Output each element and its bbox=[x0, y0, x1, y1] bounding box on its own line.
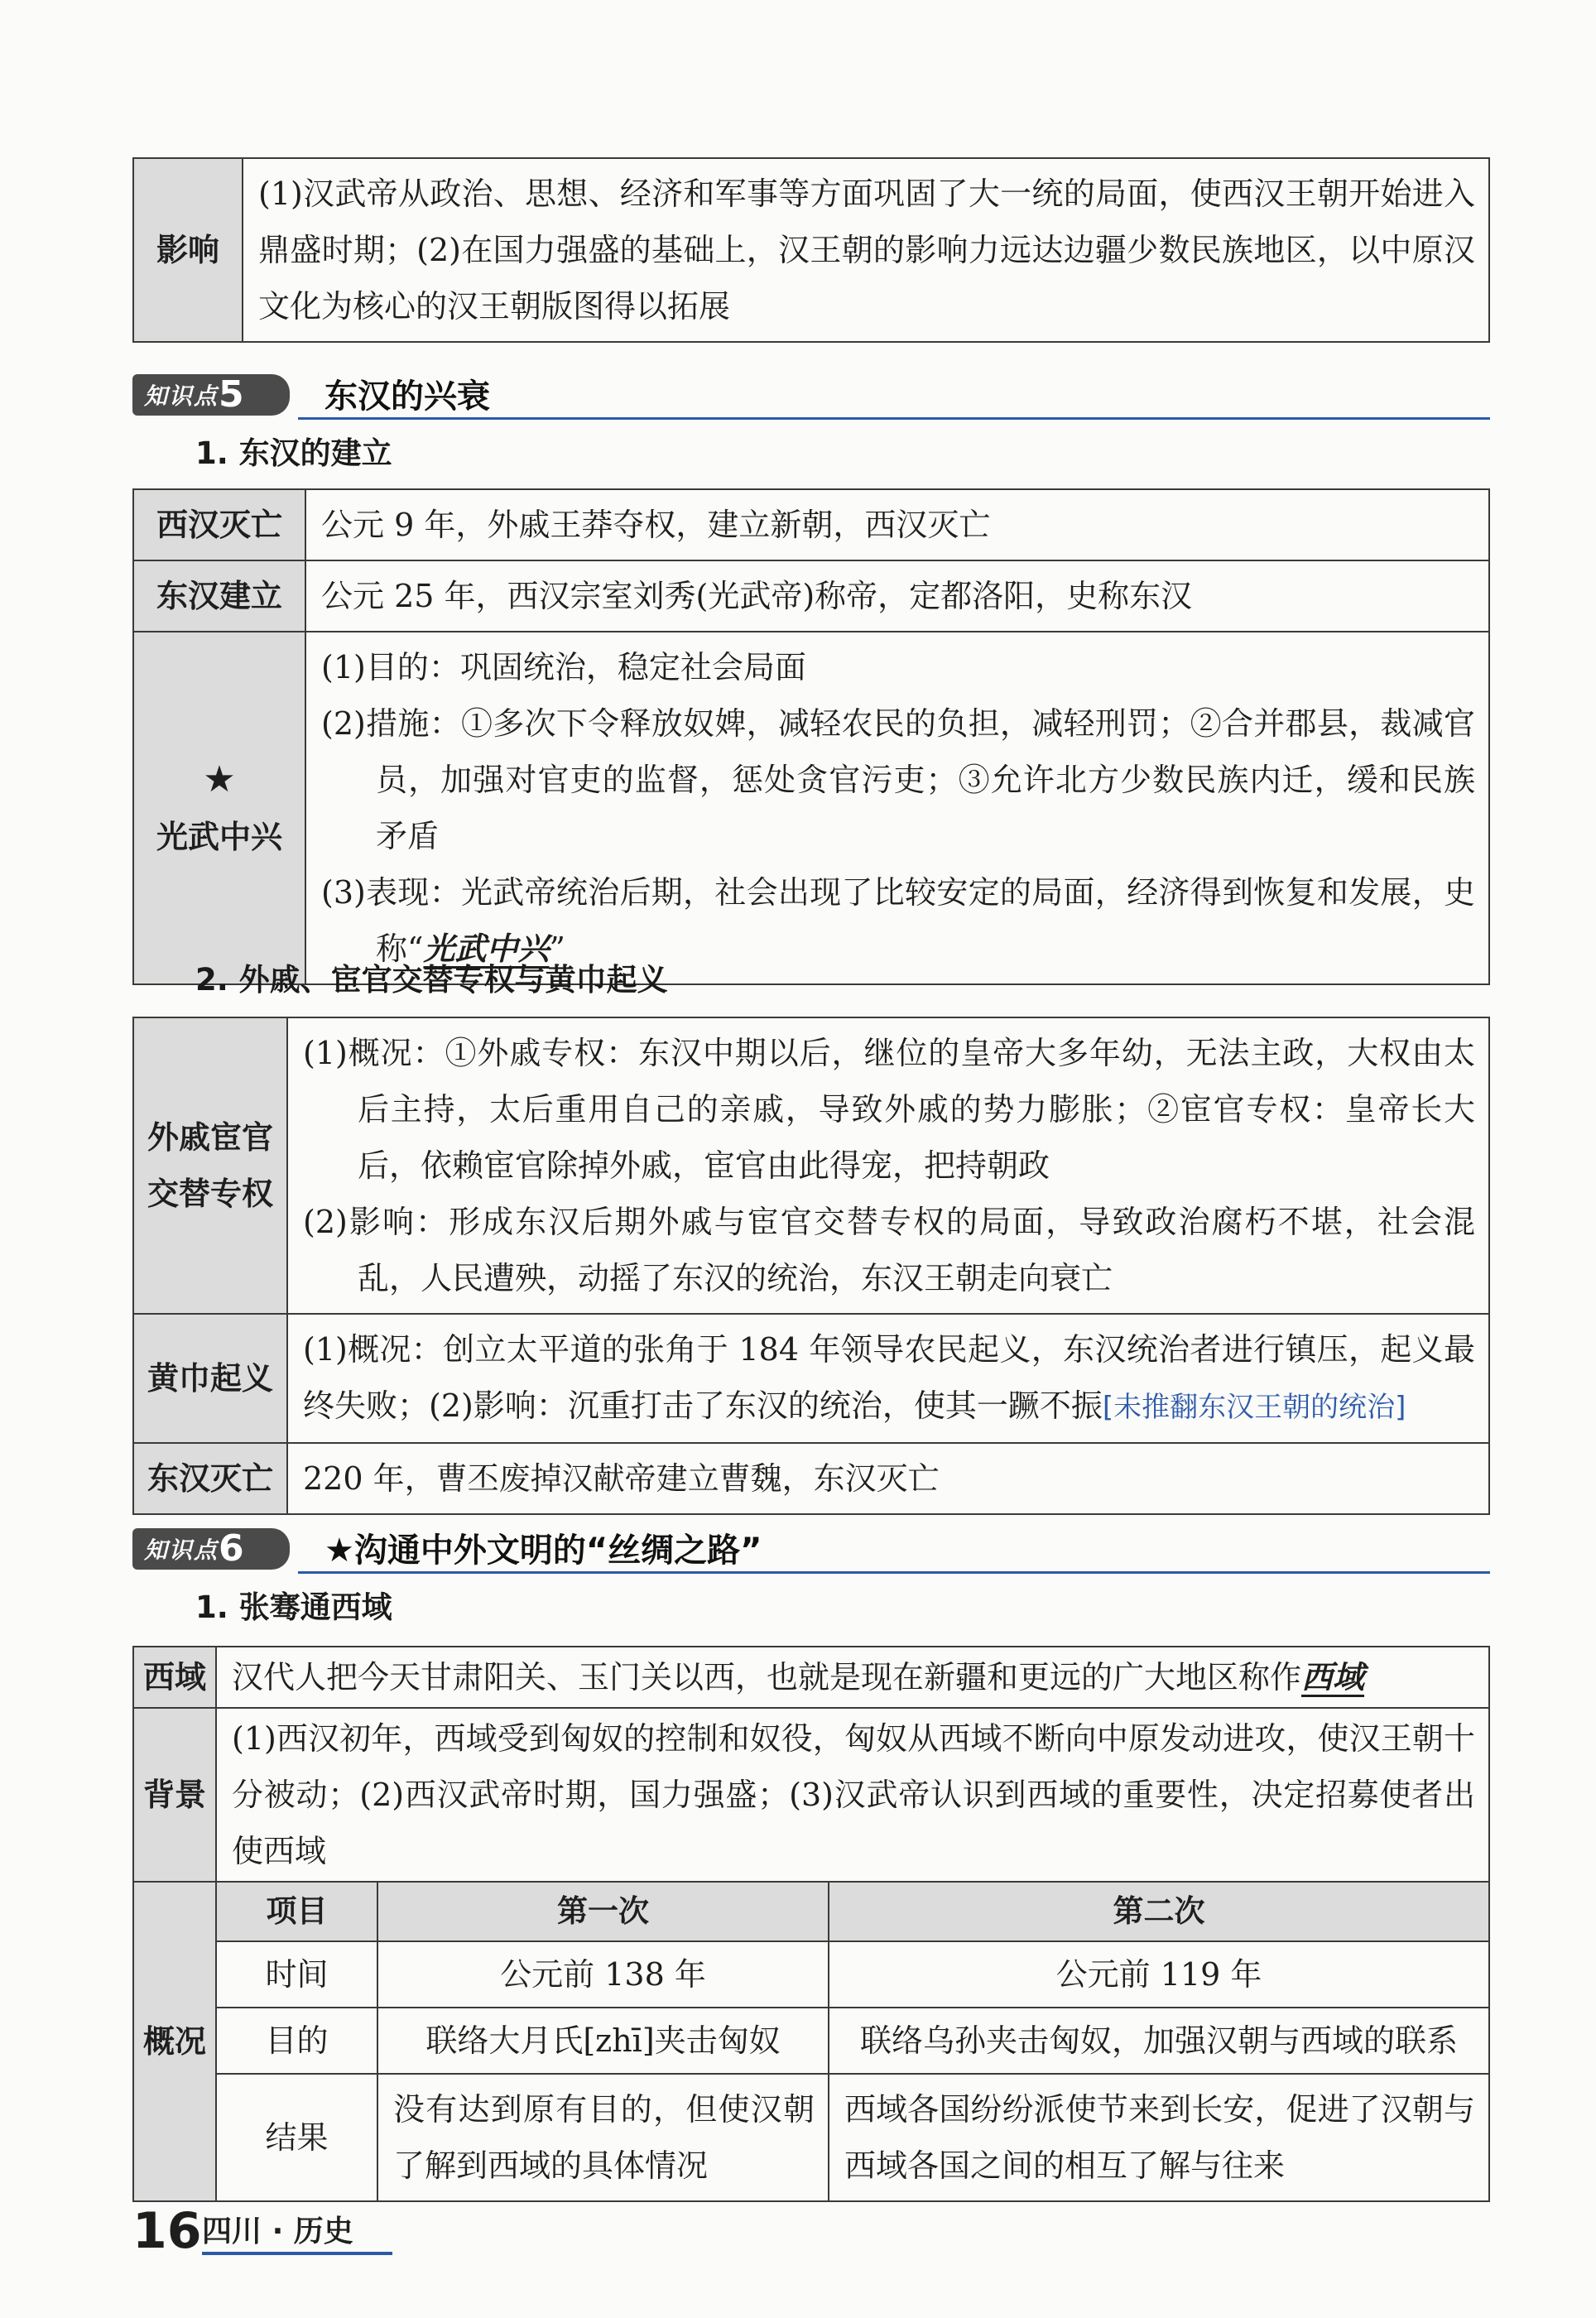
table-row bbox=[133, 632, 1489, 984]
subject: 历史 bbox=[293, 2215, 353, 2248]
huangjin-text: (1)概况：创立太平道的张角于 184 年领导农民起义，东汉统治者进行镇压，起义最终失败；(2)影响：沉重打击了东汉的统治，使其一蹶不振 bbox=[303, 1331, 1475, 1424]
background-label: 背景 bbox=[133, 1708, 216, 1882]
subheading-zhang-qian: 1. 张骞通西域 bbox=[195, 1589, 392, 1625]
column-header: 第一次 bbox=[377, 1883, 829, 1941]
xiyu-text: 汉代人把今天甘肃阳关、玉门关以西，也就是现在新疆和更远的广大地区称作 bbox=[232, 1659, 1302, 1695]
row-label-guangwu bbox=[133, 632, 305, 984]
east-han-founding-table bbox=[132, 488, 1490, 985]
title-underline bbox=[298, 417, 1490, 420]
table-row bbox=[133, 1443, 1489, 1514]
title-underline bbox=[298, 1571, 1490, 1574]
section-title: 东汉的兴衰 bbox=[324, 378, 490, 416]
waiqi-content bbox=[287, 1017, 1489, 1314]
row-content: 公元 9 年，外戚王莽夺权，建立新朝，西汉灭亡 bbox=[305, 489, 1489, 560]
knowledge-point-badge bbox=[132, 1528, 290, 1570]
footer-underline bbox=[202, 2252, 392, 2255]
badge-text: 知识点 bbox=[144, 1537, 219, 1564]
row-label: 西汉灭亡 bbox=[133, 489, 305, 560]
subheading-east-han-founding: 1. 东汉的建立 bbox=[195, 435, 392, 471]
xiyu-content bbox=[216, 1647, 1489, 1708]
waiqi-overview: (1)概况：①外戚专权：东汉中期以后，继位的皇帝大多年幼，无法主政，大权由太后主持，太后重用自己的亲戚，导致外戚的势力膨胀；②宦官专权：皇帝长大后，依赖宦官除掉外戚，宦官由此得宠，把持朝政 bbox=[303, 1035, 1475, 1184]
second-mission-cell: 西域各国纷纷派使节来到长安，促进了汉朝与西域各国之间的相互了解与往来 bbox=[829, 2074, 1488, 2200]
waiqi-label: 外戚宦官交替专权 bbox=[133, 1017, 287, 1314]
badge-text: 知识点 bbox=[144, 382, 219, 410]
page-number: 16 bbox=[132, 2202, 202, 2260]
subtable-header-row bbox=[217, 1883, 1488, 1941]
key-term: 光武中兴 bbox=[423, 930, 550, 967]
first-mission-cell: 没有达到原有目的，但使汉朝了解到西域的具体情况 bbox=[377, 2074, 829, 2200]
second-mission-cell: 公元前 119 年 bbox=[829, 1941, 1488, 2008]
section-title: ★沟通中外文明的“丝绸之路” bbox=[324, 1532, 762, 1570]
badge-number: 5 bbox=[219, 373, 246, 416]
knowledge-point-5-header bbox=[132, 374, 1490, 421]
eunuch-yellow-turban-table bbox=[132, 1017, 1490, 1515]
guangwu-measures: (2)措施：①多次下令释放奴婢，减轻农民的负担，减轻刑罚；②合并郡县，裁减官员，加强对官吏的监督，惩处贪官污吏；③允许北方少数民族内迁，缓和民族矛盾 bbox=[321, 705, 1475, 854]
overview-cell bbox=[216, 1882, 1489, 2201]
subtable-row bbox=[217, 2074, 1488, 2200]
column-header: 第二次 bbox=[829, 1883, 1488, 1941]
table-row bbox=[133, 1647, 1489, 1708]
background-content: (1)西汉初年，西域受到匈奴的控制和奴役，匈奴从西域不断向中原发动进攻，使汉王朝十分被动；(2)西汉武帝时期，国力强盛；(3)汉武帝认识到西域的重要性，决定招募使者出使西域 bbox=[216, 1708, 1489, 1882]
side-note: [未推翻东汉王朝的统治] bbox=[1102, 1391, 1406, 1424]
waiqi-impact: (2)影响：形成东汉后期外戚与宦官交替专权的局面，导致政治腐朽不堪，社会混乱，人民遭殃，动摇了东汉的统治，东汉王朝走向衰亡 bbox=[303, 1204, 1475, 1296]
table-row bbox=[133, 158, 1489, 342]
guangwu-label: 光武中兴 bbox=[156, 819, 282, 855]
first-mission-cell: 联络大月氏[zhī]夹击匈奴 bbox=[377, 2008, 829, 2074]
subheading-eunuch-yellow-turban: 2. 外戚、宦官交替专权与黄巾起义 bbox=[195, 962, 668, 998]
knowledge-point-badge bbox=[132, 374, 290, 416]
result-text-end: ” bbox=[549, 931, 565, 967]
key-term: 西域 bbox=[1301, 1658, 1365, 1695]
subtable-row bbox=[217, 2008, 1488, 2074]
column-header: 项目 bbox=[217, 1883, 377, 1941]
first-mission-cell: 公元前 138 年 bbox=[377, 1941, 829, 2008]
row-label: 东汉建立 bbox=[133, 560, 305, 632]
huangjin-content bbox=[287, 1314, 1489, 1443]
second-mission-cell: 联络乌孙夹击匈奴，加强汉朝与西域的联系 bbox=[829, 2008, 1488, 2074]
influence-table bbox=[132, 157, 1490, 343]
overview-label: 概况 bbox=[133, 1882, 216, 2201]
end-content: 220 年，曹丕废掉汉献帝建立曹魏，东汉灭亡 bbox=[287, 1443, 1489, 1514]
row-content: 公元 25 年，西汉宗室刘秀(光武帝)称帝，定都洛阳，史称东汉 bbox=[305, 560, 1489, 632]
table-row bbox=[133, 489, 1489, 560]
guangwu-content bbox=[305, 632, 1489, 984]
region: 四川 bbox=[202, 2215, 262, 2248]
book-info bbox=[202, 2210, 353, 2253]
table-row bbox=[133, 1017, 1489, 1314]
guangwu-purpose: (1)目的：巩固统治，稳定社会局面 bbox=[321, 649, 806, 685]
influence-label: 影响 bbox=[133, 158, 243, 342]
knowledge-point-6-header bbox=[132, 1528, 1490, 1575]
subtable-row bbox=[217, 1941, 1488, 2008]
end-label: 东汉灭亡 bbox=[133, 1443, 287, 1514]
result-text: (3)表现：光武帝统治后期，社会出现了比较安定的局面，经济得到恢复和发展，史称“ bbox=[321, 874, 1475, 967]
badge-number: 6 bbox=[219, 1527, 246, 1570]
table-row bbox=[133, 1314, 1489, 1443]
table-row bbox=[133, 560, 1489, 632]
star-icon: ★ bbox=[203, 758, 236, 801]
row-item: 时间 bbox=[217, 1941, 377, 2008]
row-item: 目的 bbox=[217, 2008, 377, 2074]
huangjin-label: 黄巾起义 bbox=[133, 1314, 287, 1443]
separator: · bbox=[272, 2215, 284, 2248]
table-row bbox=[133, 1708, 1489, 1882]
xiyu-label: 西域 bbox=[133, 1647, 216, 1708]
influence-content: (1)汉武帝从政治、思想、经济和军事等方面巩固了大一统的局面，使西汉王朝开始进入鼎盛时期；(2)在国力强盛的基础上，汉王朝的影响力远达边疆少数民族地区，以中原汉文化为核心的汉王朝版图得以拓展 bbox=[243, 158, 1489, 342]
table-row bbox=[133, 1882, 1489, 2201]
row-item: 结果 bbox=[217, 2074, 377, 2200]
overview-subtable bbox=[217, 1883, 1488, 2200]
zhang-qian-table bbox=[132, 1646, 1490, 2202]
